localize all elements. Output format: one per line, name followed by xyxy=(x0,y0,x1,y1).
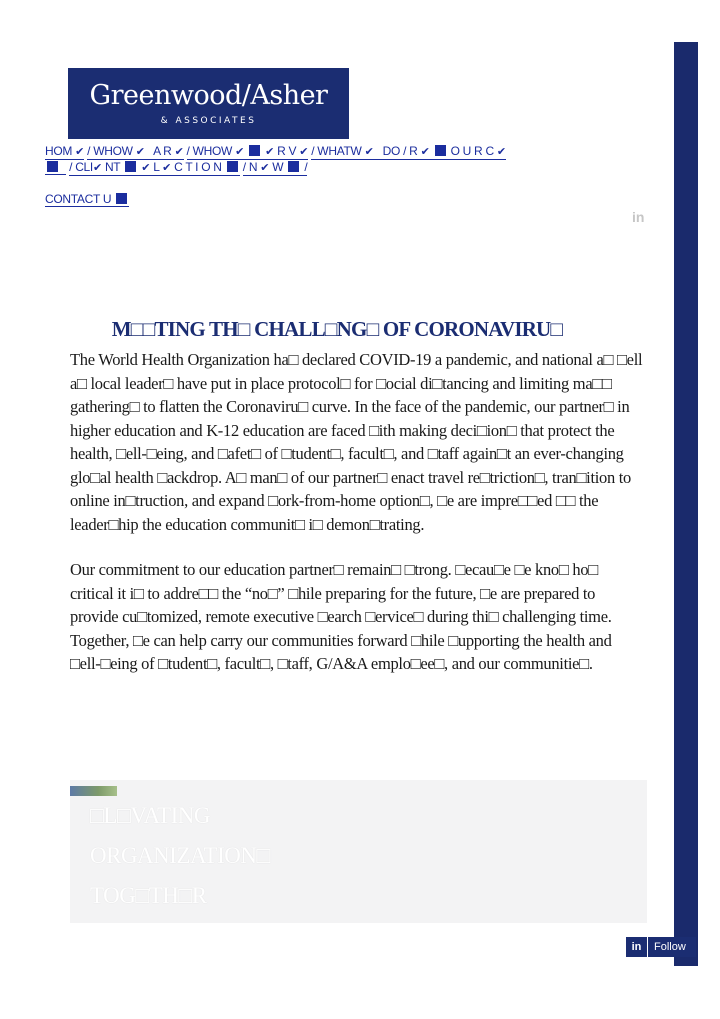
nav-client-label-a: / CLI xyxy=(69,160,93,174)
nav-what-we-do-label-b: DO / R xyxy=(382,144,418,158)
nav-line-2 xyxy=(45,160,645,176)
nav-who-we-serve-link[interactable] xyxy=(187,144,309,160)
page-headline: M□□TING TH□ CHALL□NG□ OF CORONAVIRU□ xyxy=(111,317,563,342)
nav-news-label-b: W xyxy=(272,160,284,174)
article-body xyxy=(70,348,645,698)
square-glyph-icon xyxy=(47,161,58,172)
nav-what-we-do-label-c: O U R C xyxy=(450,144,494,158)
check-icon: ✔ xyxy=(135,146,145,158)
nav-news-label-c: / xyxy=(304,160,308,174)
company-logo[interactable] xyxy=(68,68,349,139)
nav-who-we-are-label-b: A R xyxy=(153,144,172,158)
square-glyph-icon xyxy=(125,161,136,172)
square-glyph-icon xyxy=(116,193,127,204)
promo-thumbnail-image xyxy=(70,786,117,796)
check-icon: ✔ xyxy=(174,146,184,158)
check-icon: ✔ xyxy=(260,162,270,174)
follow-label: Follow xyxy=(654,941,686,953)
nav-what-we-do-link[interactable] xyxy=(311,144,506,160)
nav-news-label-a: / N xyxy=(242,160,258,174)
nav-line-3 xyxy=(45,192,645,208)
check-icon: ✔ xyxy=(92,162,102,174)
nav-home-label: HOM xyxy=(45,144,73,158)
article-paragraph-1: The World Health Organization ha□ declared COVID-19 a pandemic, and national a□ □ell a□ local leader□ have put in place protocol□ for □ocial di□tancing and limiting ma□□ gathering□ to flatten the Coronaviru□ curve. In the face of the pandemic, our partner□ in higher education and K-12 education are faced □ith making deci□ion□ that protect the health, □ell-□eing, and □afet□ of □tudent□, facult□, and □taff again□t an ever-changing glo□al health □ackdrop. A□ man□ of our partner□ enact travel re□triction□, tran□ition to online in□truction, and expand □ork-from-home option□, □e are impre□□ed □□ the leader□hip the education communit□ i□ demon□trating. xyxy=(70,350,643,534)
nav-client-label-c: L xyxy=(153,160,160,174)
right-side-bar xyxy=(674,42,698,966)
square-glyph-icon xyxy=(249,145,260,156)
nav-home-link[interactable] xyxy=(45,144,84,160)
square-glyph-icon xyxy=(227,161,238,172)
linkedin-icon[interactable]: in xyxy=(632,209,645,225)
linkedin-icon: in xyxy=(626,937,648,957)
logo-subtitle: & ASSOCIATES xyxy=(160,116,257,126)
check-icon: ✔ xyxy=(364,146,374,158)
logo-name: Greenwood/Asher xyxy=(89,80,328,111)
nav-contact-label: CONTACT U xyxy=(45,192,112,206)
check-icon: ✔ xyxy=(265,146,275,158)
promo-card[interactable] xyxy=(70,780,647,923)
check-icon: ✔ xyxy=(496,146,506,158)
nav-line-1 xyxy=(45,144,645,160)
nav-news-link[interactable] xyxy=(243,160,308,176)
check-icon: ✔ xyxy=(141,162,151,174)
main-nav xyxy=(45,144,645,208)
nav-who-we-are-label-a: / WHOW xyxy=(87,144,133,158)
nav-client-label-d: C T I O N xyxy=(174,160,222,174)
nav-who-we-are-link[interactable] xyxy=(87,144,183,160)
square-glyph-icon xyxy=(435,145,446,156)
nav-who-we-serve-label-b: R V xyxy=(277,144,297,158)
nav-who-we-serve-label-a: / WHOW xyxy=(186,144,233,158)
article-paragraph-2: Our commitment to our education partner□ remain□ □trong. □ecau□e □e kno□ ho□ critical it i□ to addre□□ the “no□” □hile preparing for the future, □e are prepared to provide cu□tomized, remote executive □earch □ervice□ during thi□ challenging time. Together, □e can help carry our communities forward □hile □upporting the health and □ell-□eing of □tudent□, facult□, □taff, G/A&A emplo□ee□, and our communitie□. xyxy=(70,560,612,673)
nav-square-link[interactable] xyxy=(45,160,66,175)
check-icon: ✔ xyxy=(75,146,85,158)
nav-client-label-b: NT xyxy=(104,160,121,174)
check-icon: ✔ xyxy=(420,146,430,158)
check-icon: ✔ xyxy=(235,146,245,158)
nav-what-we-do-label-a: / WHATW xyxy=(311,144,362,158)
check-icon: ✔ xyxy=(162,162,172,174)
square-glyph-icon xyxy=(288,161,299,172)
nav-client-selection-link[interactable] xyxy=(69,160,240,176)
nav-contact-link[interactable] xyxy=(45,192,129,207)
check-icon: ✔ xyxy=(299,146,309,158)
promo-title: □L□VATING ORGANIZATION□ TOG□TH□R xyxy=(90,803,270,908)
linkedin-follow-button[interactable] xyxy=(626,937,696,957)
